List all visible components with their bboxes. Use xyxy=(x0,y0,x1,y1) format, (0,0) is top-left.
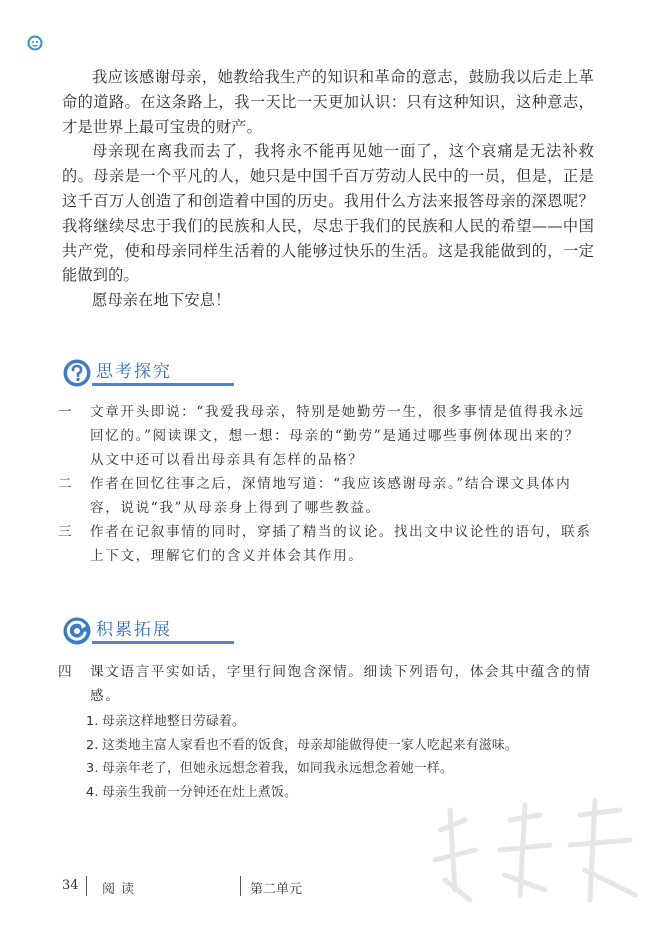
section-underline xyxy=(92,641,234,644)
sentence-number: 2. xyxy=(86,737,99,753)
question-list-expand xyxy=(58,660,594,708)
footer-divider xyxy=(86,876,87,896)
question-text: 文章开头即说：“我爱我母亲，特别是她勤劳一生，很多事情是值得我永远回忆的。”阅读课文，想一想：母亲的“勤劳”是通过哪些事例体现出来的？从文中还可以看出母亲具有怎样的品格？ xyxy=(90,404,585,468)
question-number: 四 xyxy=(58,664,74,680)
sentence-number: 4. xyxy=(86,784,99,800)
question-mark-icon xyxy=(62,358,92,388)
question-item xyxy=(58,472,594,520)
sentence-text: 母亲年老了，但她永远想念着我，如同我永远想念着她一样。 xyxy=(102,761,453,776)
paragraph: 我应该感谢母亲，她教给我生产的知识和革命的意志，鼓励我以后走上革命的道路。在这条路上，我一天比一天更加认识：只有这种知识，这种意志，才是世界上最可宝贵的财产。 xyxy=(62,68,594,136)
footer-unit-name: 第二单元 xyxy=(250,882,303,897)
section-title: 积累拓展 xyxy=(96,620,172,640)
sentence-text: 这类地主富人家看也不看的饭食，母亲却能做得使一家人吃起来有滋味。 xyxy=(102,737,518,753)
section-underline xyxy=(92,383,234,386)
sentence-item xyxy=(86,734,586,758)
sentence-item xyxy=(86,757,586,781)
question-item xyxy=(58,660,594,708)
question-item xyxy=(58,520,594,568)
question-item xyxy=(58,400,594,472)
footer-section-name: 阅读 xyxy=(102,882,141,897)
question-number: 一 xyxy=(58,404,74,420)
sentence-text: 母亲这样地整日劳碌着。 xyxy=(102,714,245,729)
sentence-text: 母亲生我前一分钟还在灶上煮饭。 xyxy=(102,784,297,800)
page-number: 34 xyxy=(62,878,79,893)
question-text: 课文语言平实如话，字里行间饱含深情。细读下列语句，体会其中蕴含的情感。 xyxy=(90,664,592,704)
sentence-item xyxy=(86,710,586,734)
sentence-number: 1. xyxy=(86,714,99,729)
section-title: 思考探究 xyxy=(96,362,172,382)
smiley-face-icon xyxy=(27,35,43,51)
question-number: 二 xyxy=(58,476,74,492)
section-header-think xyxy=(62,356,262,396)
paragraph: 愿母亲在地下安息！ xyxy=(92,291,231,310)
section-header-expand xyxy=(62,614,262,654)
question-text: 作者在记叙事情的同时，穿插了精当的议论。找出文中议论性的语句，联系上下文，理解它们的含义并体会其作用。 xyxy=(90,524,592,564)
page-footer xyxy=(0,870,660,900)
question-list-think xyxy=(58,400,594,568)
refresh-arrow-icon xyxy=(62,616,92,646)
sentence-number: 3. xyxy=(86,761,99,776)
question-text: 作者在回忆往事之后，深情地写道：“我应该感谢母亲。”结合课文具体内容，说说“我”从母亲身上得到了哪些教益。 xyxy=(90,476,572,516)
question-number: 三 xyxy=(58,524,74,540)
footer-divider xyxy=(240,876,241,896)
body-text xyxy=(62,65,594,313)
paragraph: 母亲现在离我而去了，我将永不能再见她一面了，这个哀痛是无法补救的。母亲是一个平凡的人，她只是中国千百万劳动人民中的一员，但是，正是这千百万人创造了和创造着中国的历史。我用什么方法来报答母亲的深恩呢？我将继续尽忠于我们的民族和人民，尽忠于我们的民族和人民的希望——中国共产党，使和母亲同样生活着的人能够过快乐的生活。这是我能做到的，一定能做到的。 xyxy=(62,142,594,285)
